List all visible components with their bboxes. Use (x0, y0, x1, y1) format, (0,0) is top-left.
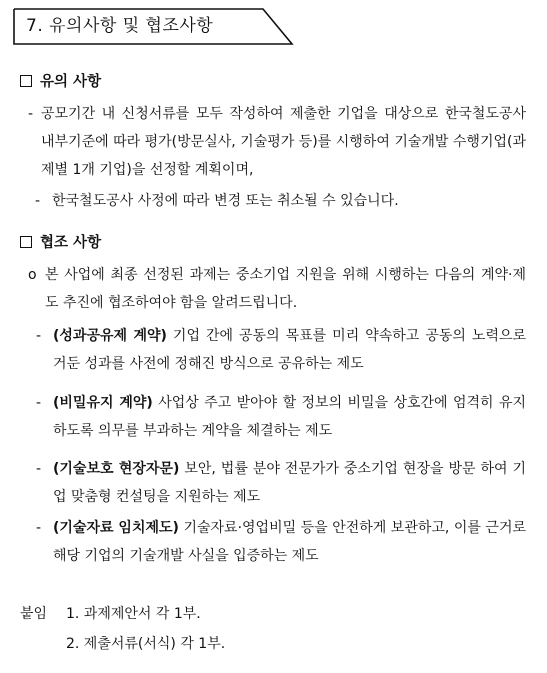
notes-item-2-text: 한국철도공사 사정에 따라 변경 또는 취소될 수 있습니다. (52, 193, 399, 209)
section-title-box (0, 0, 300, 45)
notes-item-1 (28, 100, 526, 184)
dash-bullet: - (36, 328, 42, 344)
cooperation-item (36, 389, 526, 445)
checkbox-square-icon (20, 236, 32, 248)
cooperation-item (36, 322, 526, 378)
section-title: 7. 유의사항 및 협조사항 (26, 16, 214, 36)
item-label: (기술보호 현장자문) (53, 461, 180, 477)
dash-bullet: - (36, 520, 42, 536)
item-text: 기술자료·영업비밀 등을 안전하게 보관하고, 이를 근거로 해당 기업의 기술개발 사실을 입증하는 제도 (53, 520, 527, 564)
item-label: (비밀유지 계약) (53, 395, 153, 411)
attachment-item: 1. 과제제안서 각 1부. (66, 606, 201, 622)
cooperation-item (36, 455, 526, 511)
attachments-label: 붙임 (20, 606, 48, 622)
notes-item-2 (35, 187, 505, 215)
cooperation-intro (28, 261, 526, 317)
dash-bullet: - (36, 461, 42, 477)
cooperation-item (36, 514, 526, 570)
notes-heading-text: 유의 사항 (40, 74, 102, 90)
dash-bullet: - (36, 395, 42, 411)
item-text: 기업 간에 공동의 목표를 미리 약속하고 공동의 노력으로 거둔 성과를 사전에 정해진 방식으로 공유하는 제도 (53, 328, 527, 372)
checkbox-square-icon (20, 75, 32, 87)
circle-bullet: o (28, 267, 37, 283)
notes-item-1-text: 공모기간 내 신청서류를 모두 작성하여 제출한 기업을 대상으로 한국철도공사 내부기준에 따라 평가(방문실사, 기술평가 등)를 시행하여 기술개발 수행기업(과제별 1개 기업)을 선정할 계획이며, (41, 106, 526, 178)
attachment-item: 2. 제출서류(서식) 각 1부. (66, 636, 226, 652)
cooperation-heading-text: 협조 사항 (40, 235, 102, 251)
notes-heading (20, 70, 101, 91)
cooperation-heading (20, 231, 101, 252)
item-label: (기술자료 임치제도) (53, 520, 179, 536)
item-text: 사업상 주고 받아야 할 정보의 비밀을 상호간에 엄격히 유지하도록 의무를 부과하는 계약을 체결하는 제도 (53, 395, 526, 439)
dash-bullet: - (28, 106, 34, 122)
dash-bullet: - (35, 193, 41, 209)
cooperation-intro-text: 본 사업에 최종 선정된 과제는 중소기업 지원을 위해 시행하는 다음의 계약·제도 추진에 협조하여야 함을 알려드립니다. (45, 267, 526, 311)
item-text: 보안, 법률 분야 전문가가 중소기업 현장을 방문 하여 기업 맞춤형 컨설팅을 지원하는 제도 (53, 461, 526, 505)
item-label: (성과공유제 계약) (53, 328, 167, 344)
